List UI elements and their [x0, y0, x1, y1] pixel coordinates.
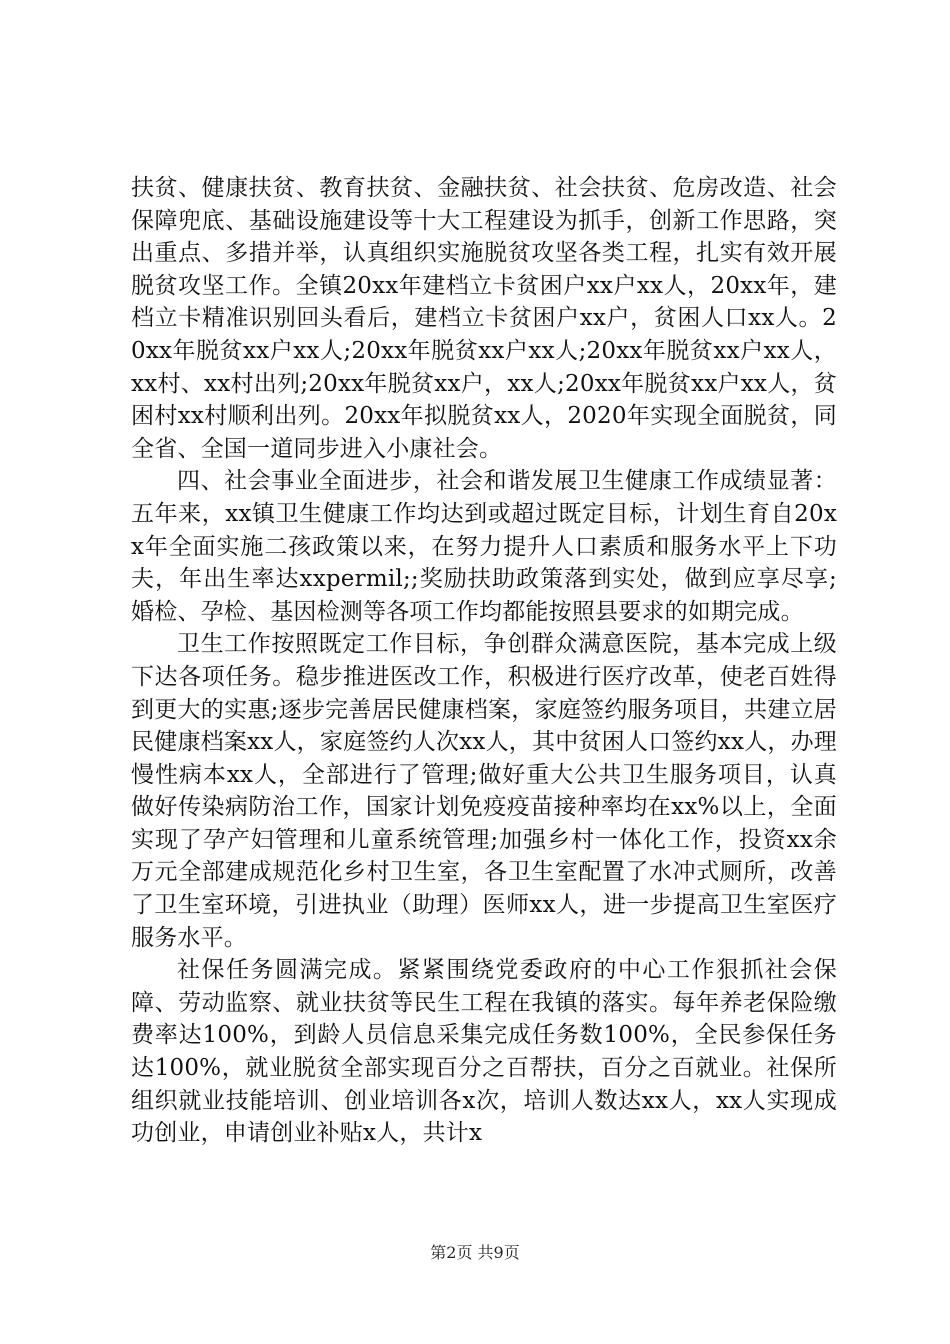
page-number-footer: 第2页 共9页 [430, 1243, 520, 1262]
paragraph-health-work: 卫生工作按照既定工作目标，争创群众满意医院，基本完成上级下达各项任务。稳步推进医改工作，积极进行医疗改革，使老百姓得到更大的实惠;逐步完善居民健康档案，家庭签约服务项目，共建立居民健康档案xx人，家庭签约人次xx人，其中贫困人口签约xx人，办理慢性病本xx人，全部进行了管理;做好重大公共卫生服务项目，认真做好传染病防治工作，国家计划免疫疫苗接种率均在xx%以上，全面实现了孕产妇管理和儿童系统管理;加强乡村一体化工作，投资xx余万元全部建成规范化乡村卫生室，各卫生室配置了水冲式厕所，改善了卫生室环境，引进执业（助理）医师xx人，进一步提高卫生室医疗服务水平。 [131, 631, 837, 951]
paragraph-poverty-alleviation: 扶贫、健康扶贫、教育扶贫、金融扶贫、社会扶贫、危房改造、社会保障兜底、基础设施建设等十大工程建设为抓手，创新工作思路，突出重点、多措并举，认真组织实施脱贫攻坚各类工程，扎实有效开展脱贫攻坚工作。全镇20xx年建档立卡贫困户xx户xx人，20xx年，建档立卡精准识别回头看后，建档立卡贫困户xx户，贫困人口xx人。20xx年脱贫xx户xx人;20xx年脱贫xx户xx人;20xx年脱贫xx户xx人，xx村、xx村出列;20xx年脱贫xx户，xx人;20xx年脱贫xx户xx人，贫困村xx村顺利出列。20xx年拟脱贫xx人，2020年实现全面脱贫，同全省、全国一道同步进入小康社会。 [131, 175, 837, 462]
paragraph-social-security: 社保任务圆满完成。紧紧围绕党委政府的中心工作狠抓社会保障、劳动监察、就业扶贫等民生工程在我镇的落实。每年养老保险缴费率达100%，到龄人员信息采集完成任务数100%，全民参保任务达100%，就业脱贫全部实现百分之百帮扶，百分之百就业。社保所组织就业技能培训、创业培训各x次，培训人数达xx人，xx人实现成功创业，申请创业补贴x人，共计x [131, 957, 837, 1147]
document-body [131, 172, 837, 1150]
paragraph-social-undertakings: 四、社会事业全面进步，社会和谐发展卫生健康工作成绩显著：五年来，xx镇卫生健康工作均达到或超过既定目标，计划生育自20xx年全面实施二孩政策以来，在努力提升人口素质和服务水平上下功夫，年出生率达xxpermil;;奖励扶助政策落到实处，做到应享尽享;婚检、孕检、基因检测等各项工作均都能按照县要求的如期完成。 [131, 468, 837, 625]
